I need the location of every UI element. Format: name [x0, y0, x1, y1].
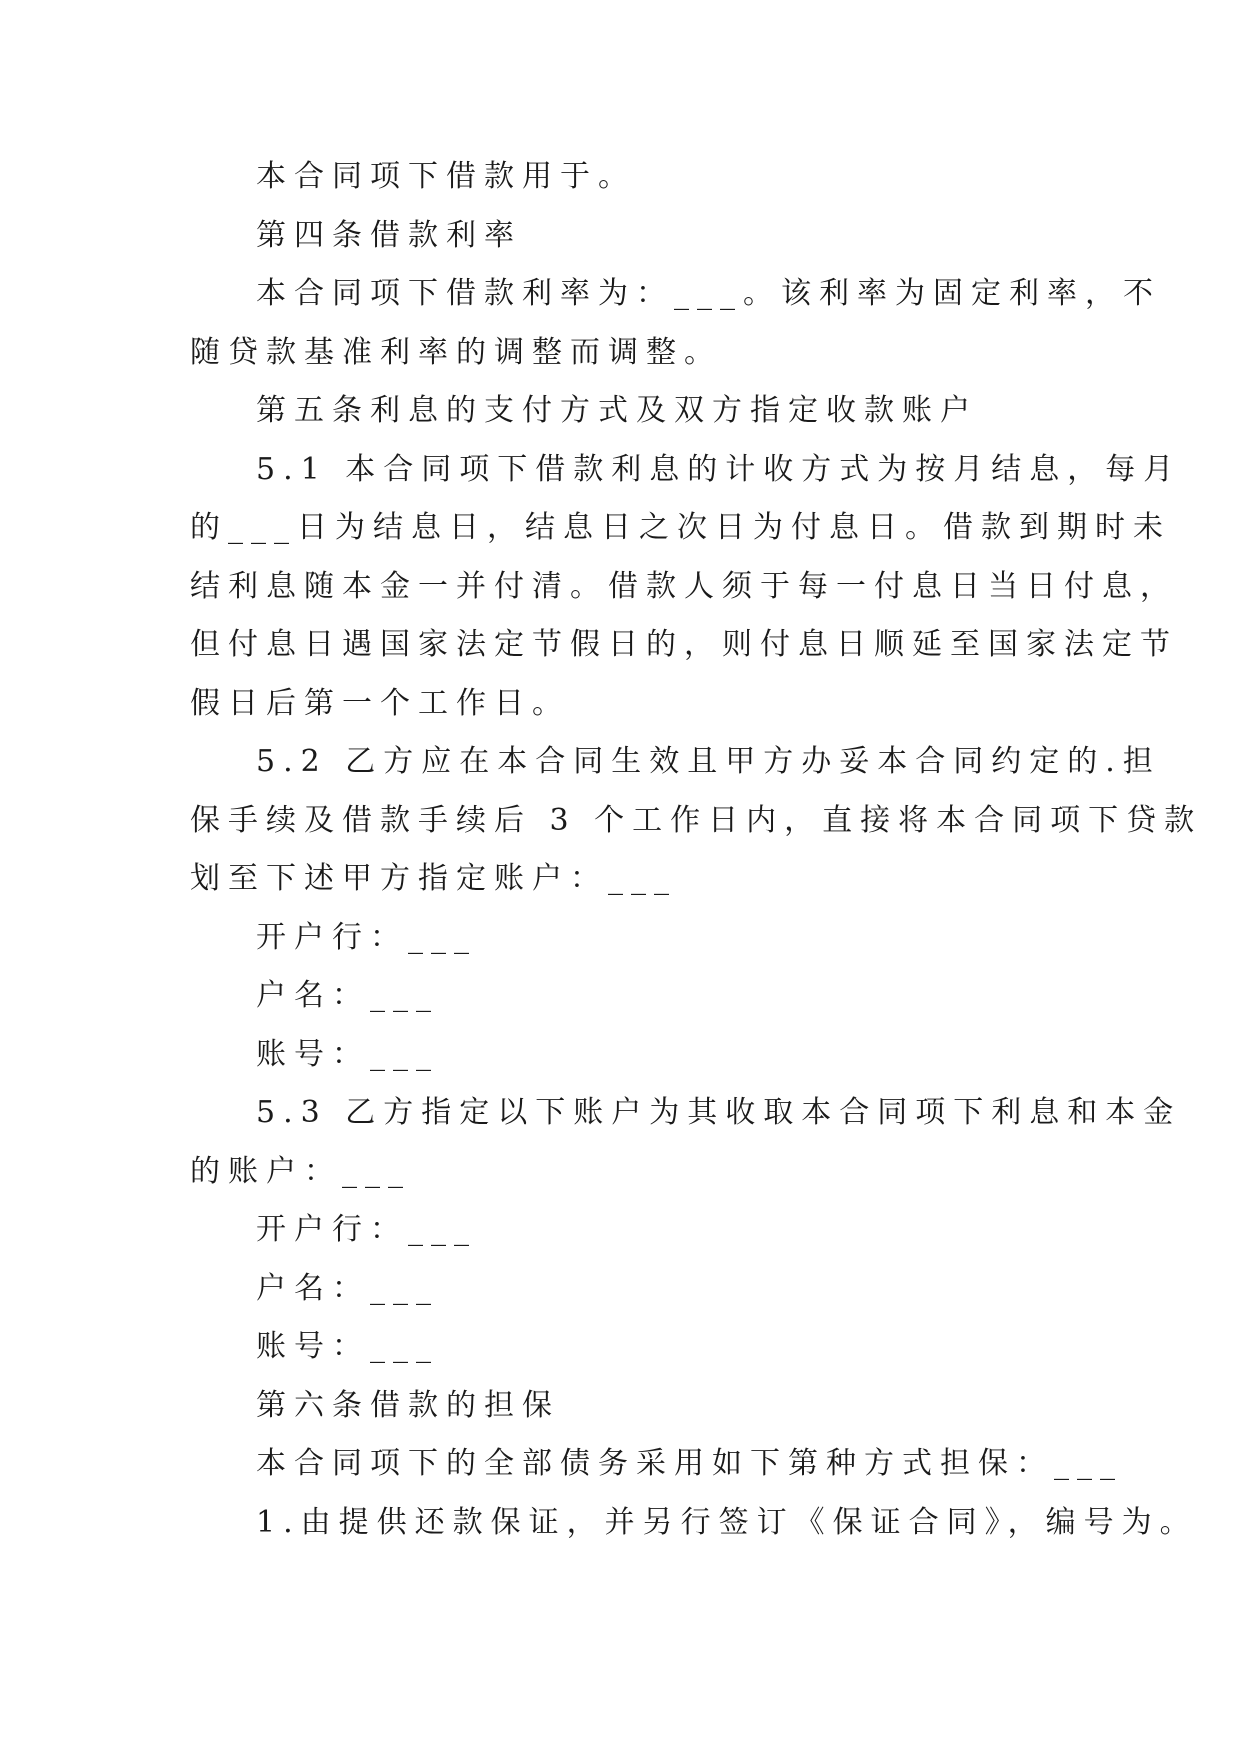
text-line: 结利息随本金一并付清。借款人须于每一付息日当日付息，: [190, 568, 1178, 604]
text-line: 的___日为结息日，结息日之次日为付息日。借款到期时未: [190, 510, 1171, 545]
text-line: 本合同项下借款利率为：___。该利率为固定利率，不: [256, 276, 1161, 311]
text-line: 假日后第一个工作日。: [190, 685, 570, 721]
text-line: 划至下述甲方指定账户：___: [190, 861, 677, 896]
text-line: 开户行：___: [256, 1212, 477, 1247]
text-line: 5.2 乙方应在本合同生效且甲方办妥本合同约定的.担: [256, 744, 1161, 779]
text-line: 本合同项下的全部债务采用如下第种方式担保：___: [256, 1446, 1123, 1481]
text-line: 第四条借款利率: [256, 217, 522, 253]
text-line: 账号：___: [256, 1329, 439, 1364]
text-line: 账号：___: [256, 1036, 439, 1072]
text-line: 保手续及借款手续后 3 个工作日内，直接将本合同项下贷款: [190, 802, 1203, 838]
text-line: 第五条利息的支付方式及双方指定收款账户: [256, 393, 978, 428]
text-line: 5.3 乙方指定以下账户为其收取本合同项下利息和本金: [256, 1095, 1182, 1130]
text-line: 本合同项下借款用于。: [256, 159, 636, 194]
text-line: 1.由提供还款保证，并另行签订《保证合同》，编号为。: [256, 1504, 1198, 1540]
text-line: 的账户：___: [190, 1153, 411, 1189]
text-line: 开户行：___: [256, 919, 477, 955]
text-line: 随贷款基准利率的调整而调整。: [190, 334, 722, 370]
text-line: 但付息日遇国家法定节假日的，则付息日顺延至国家法定节: [190, 627, 1178, 662]
text-line: 5.1 本合同项下借款利息的计收方式为按月结息，每月: [256, 451, 1182, 487]
document-body: [190, 157, 1203, 1561]
text-line: 户名：___: [256, 1270, 439, 1306]
text-line: 第六条借款的担保: [256, 1387, 560, 1423]
text-line: 户名：___: [256, 978, 439, 1013]
